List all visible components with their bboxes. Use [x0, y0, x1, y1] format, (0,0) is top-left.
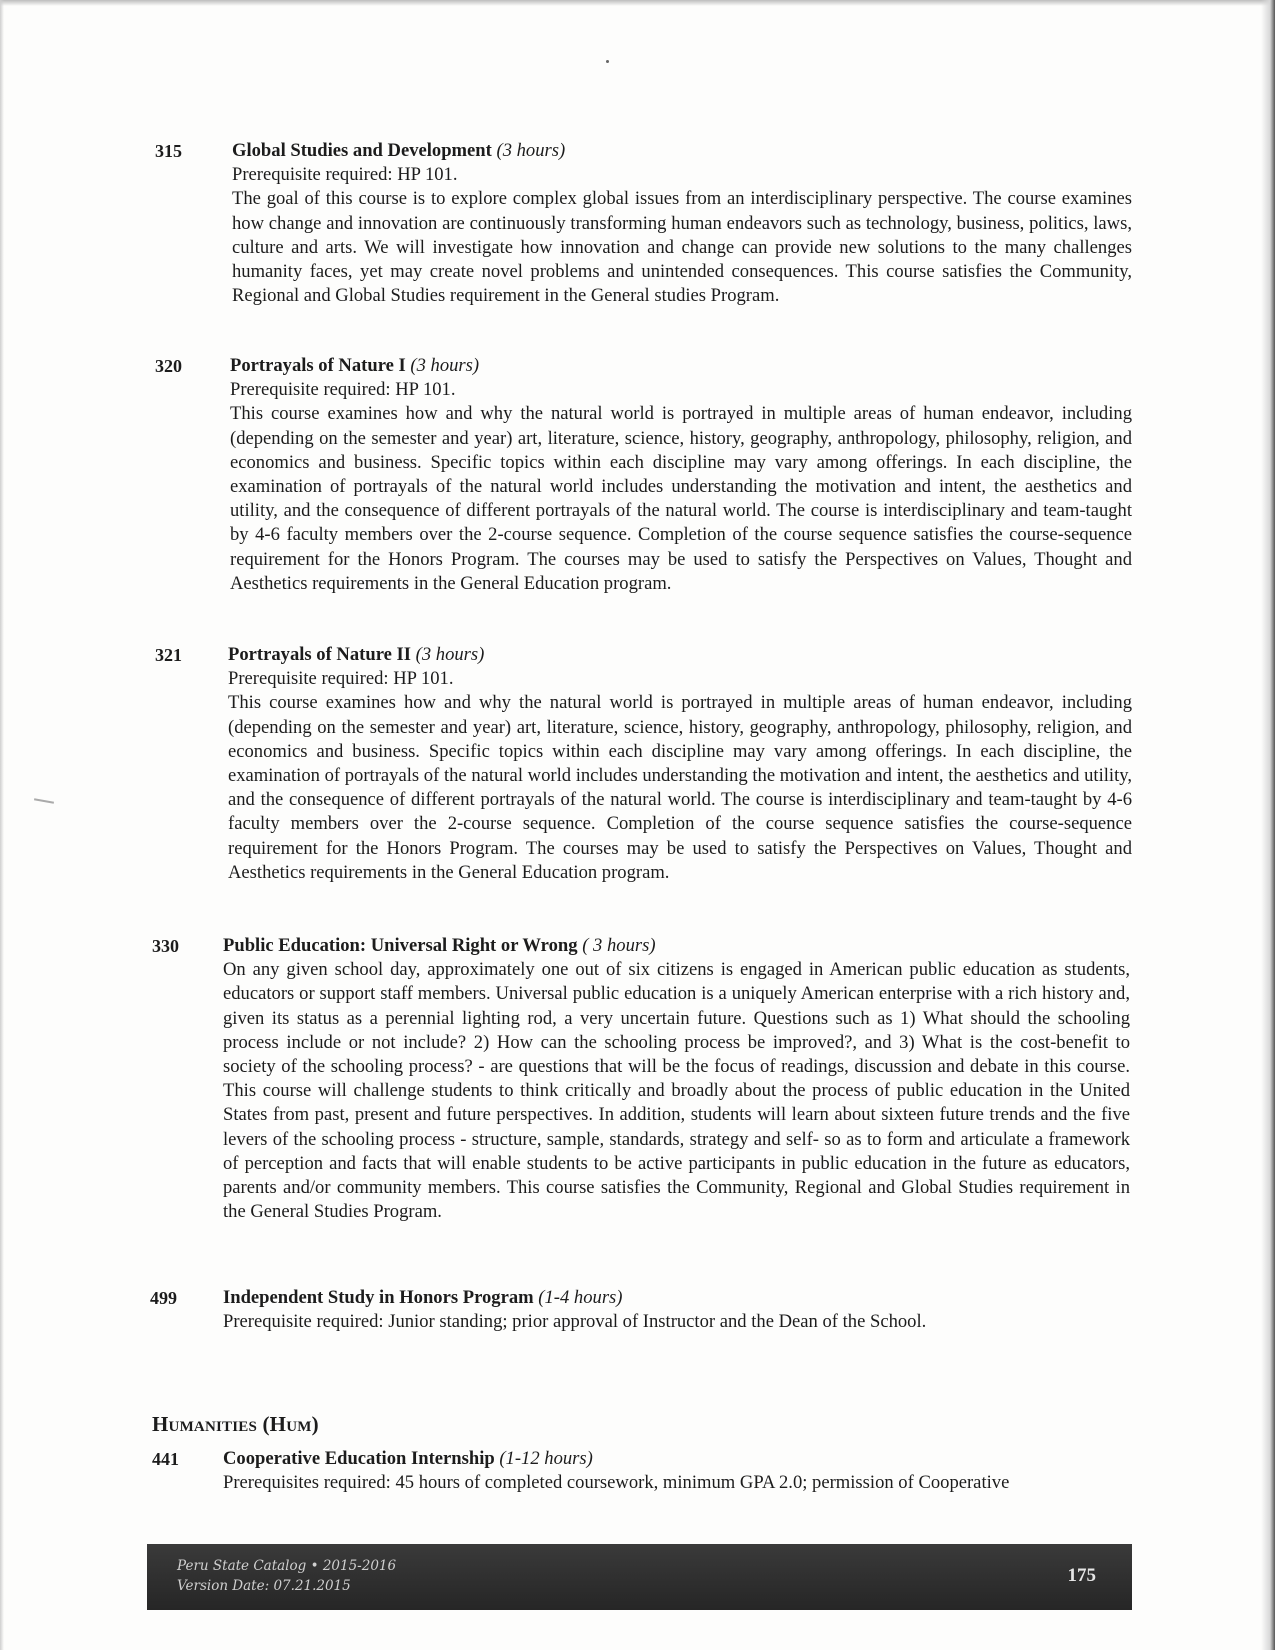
page-footer	[147, 1544, 1132, 1610]
scan-shadow-right	[1261, 0, 1275, 1650]
scan-mark	[34, 798, 54, 803]
course-title: Public Education: Universal Right or Wrong	[223, 935, 578, 956]
scan-shadow-left	[0, 0, 4, 1650]
course-description: On any given school day, approximately one out of six citizens is engaged in American public education as students, educators or support staff members. Universal public education is a uniquely American enterprise with a rich history and, given its status as a perennial lighting rod, a very uncertain future. Questions such as 1) What should the schooling process include or not include? 2) How can the schooling process be improved?, and 3) What is the cost-benefit to society of the schooling process? - are questions that will be the focus of readings, discussion and debate in this course. This course will challenge students to think critically and broadly about the process of public education in the United States from past, present and future perspectives. In addition, students will learn about sixteen future trends and the five levers of the schooling process - structure, sample, standards, strategy and self- so as to form and articulate a framework of perception and facts that will enable students to be active participants in public education in the future as educators, parents and/or community members. This course satisfies the Community, Regional and Global Studies requirement in the General Studies Program.	[223, 959, 1130, 1223]
course-title-line	[230, 354, 1132, 378]
course-hours: ( 3 hours)	[582, 935, 656, 956]
section-heading: Humanities (Hum)	[152, 1412, 319, 1436]
course-hours: (3 hours)	[496, 140, 566, 161]
course-number: 499	[150, 1288, 177, 1308]
course-title-line	[232, 139, 1132, 163]
course-title: Cooperative Education Internship	[223, 1448, 495, 1469]
scan-shadow-top	[0, 0, 1275, 6]
page-number: 175	[1067, 1565, 1096, 1586]
course-prerequisite: Prerequisites required: 45 hours of completed coursework, minimum GPA 2.0; permission of Cooperative	[223, 1472, 1010, 1494]
course-number: 321	[155, 645, 182, 665]
course-prerequisite: Prerequisite required: HP 101.	[232, 164, 458, 186]
scan-speck	[606, 60, 609, 63]
course-description: This course examines how and why the natural world is portrayed in multiple areas of human endeavor, including (depending on the semester and year) art, literature, science, history, geography, anthropology, philosophy, religion, and economics and business. Specific topics within each discipline may vary among offerings. In each discipline, the examination of portrayals of the natural world includes understanding the motivation and intent, the aesthetics and utility, and the consequence of different portrayals of the natural world. The course is interdisciplinary and team-taught by 4-6 faculty members over the 2-course sequence. Completion of the course sequence satisfies the course-sequence requirement for the Honors Program. The courses may be used to satisfy the Perspectives on Values, Thought and Aesthetics requirements in the General Education program.	[228, 692, 1132, 883]
course-body	[223, 1286, 1128, 1334]
footer-catalog-info	[177, 1556, 396, 1596]
course-body	[230, 354, 1132, 596]
course-hours: (3 hours)	[415, 644, 485, 665]
course-prerequisite: Prerequisite required: HP 101.	[228, 668, 454, 690]
course-description: The goal of this course is to explore complex global issues from an interdisciplinary perspective. The course examines how change and innovation are continuously transforming human endeavors such as technology, business, politics, laws, culture and arts. We will investigate how innovation and change can provide new solutions to the many challenges humanity faces, yet may create novel problems and unintended consequences. This course satisfies the Community, Regional and Global Studies requirement in the General studies Program.	[232, 188, 1132, 307]
course-title: Portrayals of Nature I	[230, 355, 406, 376]
course-title: Portrayals of Nature II	[228, 644, 411, 665]
footer-version-date: Version Date: 07.21.2015	[177, 1578, 351, 1594]
course-body	[232, 139, 1132, 308]
course-body	[223, 934, 1130, 1224]
course-title-line	[228, 643, 1132, 667]
course-description: This course examines how and why the natural world is portrayed in multiple areas of human endeavor, including (depending on the semester and year) art, literature, science, history, geography, anthropology, philosophy, religion, and economics and business. Specific topics within each discipline may vary among offerings. In each discipline, the examination of portrayals of the natural world includes understanding the motivation and intent, the aesthetics and utility, and the consequence of different portrayals of the natural world. The course is interdisciplinary and team-taught by 4-6 faculty members over the 2-course sequence. Completion of the course sequence satisfies the course-sequence requirement for the Honors Program. The courses may be used to satisfy the Perspectives on Values, Thought and Aesthetics requirements in the General Education program.	[230, 403, 1132, 594]
course-title-line	[223, 934, 1130, 958]
course-prerequisite: Prerequisite required: Junior standing; prior approval of Instructor and the Dean of the School.	[223, 1311, 927, 1333]
course-number: 330	[152, 936, 179, 956]
course-title: Global Studies and Development	[232, 140, 492, 161]
course-title-line	[223, 1447, 1130, 1471]
course-title: Independent Study in Honors Program	[223, 1287, 534, 1308]
course-number: 315	[155, 141, 182, 161]
course-body	[223, 1447, 1130, 1495]
course-number: 441	[152, 1449, 179, 1469]
course-title-line	[223, 1286, 1128, 1310]
course-body	[228, 643, 1132, 885]
course-hours: (3 hours)	[410, 355, 480, 376]
course-hours: (1-4 hours)	[538, 1287, 623, 1308]
course-prerequisite: Prerequisite required: HP 101.	[230, 379, 456, 401]
course-hours: (1-12 hours)	[499, 1448, 593, 1469]
footer-catalog-title: Peru State Catalog • 2015-2016	[177, 1558, 397, 1574]
course-number: 320	[155, 356, 182, 376]
